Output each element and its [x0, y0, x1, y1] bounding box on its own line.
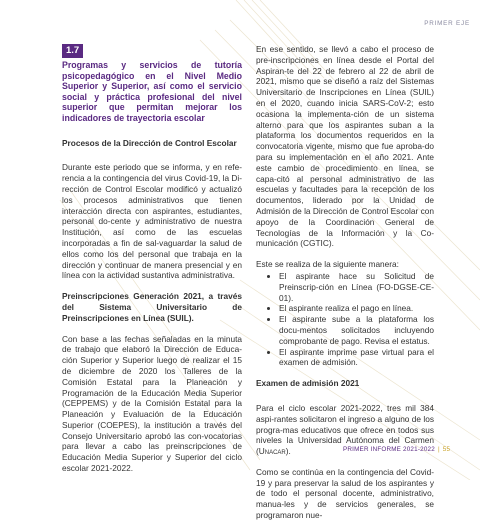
paragraph: Como se continúa en la contingencia del Covid-19 y para preservar la salud de los aspirantes y de todo el personal docente, administrativo, manua-les y de servicios generales, se programaron nue- [256, 466, 434, 521]
university-abbr: Unacar [258, 446, 286, 457]
list-item: • El aspirante sube a la plataforma los docu-mentos solicitados incluyendo comprobante de pago. Revisa el estatus. [279, 314, 434, 346]
section-header: PRIMER EJE [424, 20, 470, 27]
steps-list [256, 271, 434, 368]
subhead-preinscripciones: Preinscripciones Generación 2021, a través del Sistema Universitario de Preinscripciones en Línea (SUIL). [62, 291, 242, 323]
footer-separator: | [437, 446, 440, 453]
paragraph: En ese sentido, se llevó a cabo el proceso de pre-inscripciones en línea desde el Portal del Aspiran-te del 22 de febrero al 22 de abril de 2021, mismo que se diseñó a raíz del Sistemas Universitario de Inscripciones en Línea (SUIL) en el 2020, cuando inicia SARS-CoV-2; esto ocasiona la implementa-ción de un sistema alterno para que los aspirantes suban a la plataforma los documentos requeridos en la convocatoria vigente, mismo que fue aproba-do para su implementación en el año 2021. Ante este cambio de procedimiento en línea, se capa-citó al personal administrativo de las escuelas y facultades para la recepción de los documentos, liderado por la Unidad de Admisión de la Dirección de Control Escolar con apoyo de la Coordinación General de Tecnologías de la Información y la Co-municación (CGTIC). [256, 44, 434, 249]
right-column [256, 44, 434, 531]
paragraph: Durante este periodo que se informa, y en refe-rencia a la contingencia del virus Covid-19, la Di-rección de Control Escolar modificó y actualizó los procesos administrativos que tienen interacción directa con aspirantes, estudiantes, personal do-cente y administrativo de nuestra Institución, así como de las escuelas incorporadas a fin de sal-vaguardar la salud de ellos como los del personal que trabaja en la dirección y continuar de manera presencial y en línea con la actividad sustantiva administrativa. [62, 162, 242, 281]
left-column [62, 44, 242, 484]
list-item: • El aspirante realiza el pago en línea. [279, 303, 434, 314]
list-item: • El aspirante imprime pase virtual para el examen de admisión. [279, 347, 434, 369]
page-number: 55 [442, 446, 451, 453]
paragraph: Con base a las fechas señaladas en la minuta de trabajo que elaboró la Dirección de Educa-ción Superior y Superior luego de realizar el 15 de diciembre de 2020 los Talleres de la Comisión Estatal para la Planeación y Programación de la Educación Media Superior (CEPPEMS) y de la Comisión Estatal para la Planeación y Evaluación de la Educación Superior (COEPES), la institución a través del Consejo Universitario aprobó las con-vocatorias para llevar a cabo las preinscripciones de Educación Media Superior y Superior del ciclo escolar 2021-2022. [62, 333, 242, 474]
subhead-control-escolar: Procesos de la Dirección de Control Escolar [62, 137, 237, 148]
section-title: Programas y servicios de tutoría psicopedagógico en el Nivel Medio Superior y Superior, así como el servicio social y práctica profesional del nivel superior que permitan mejorar los indicadores de trayectoria escolar [62, 60, 242, 123]
paragraph: Este se realiza de la siguiente manera: [256, 259, 399, 270]
report-title: PRIMER INFORME 2021-2022 [343, 446, 435, 453]
subhead-examen-admision: Examen de admisión 2021 [256, 378, 360, 389]
paragraph-text: Para el ciclo escolar 2021-2022, tres mil 384 aspi-rantes solicitaron el ingreso a alguno de los progra-mas educativos que ofrece en todos sus niveles la Universidad Autónoma del Carmen ( [256, 402, 434, 457]
page-footer [343, 446, 450, 453]
list-item: • El aspirante hace su Solicitud de Preinscrip-ción en Línea (FO-DGSE-CE-01). [279, 271, 434, 303]
paragraph-text: ). [285, 446, 291, 457]
section-number-badge: 1.7 [62, 44, 83, 58]
